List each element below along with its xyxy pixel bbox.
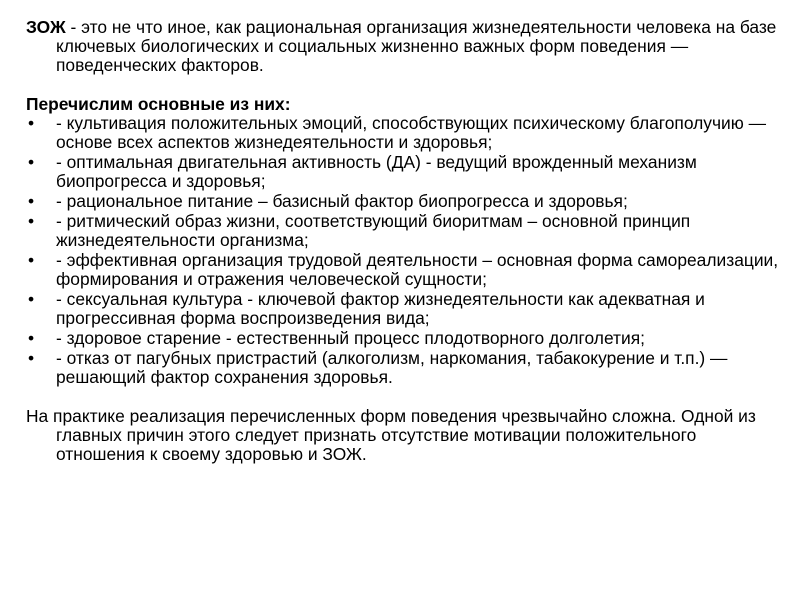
bullet-icon: •	[28, 348, 35, 368]
bullet-icon: •	[28, 250, 35, 270]
list-item	[26, 153, 782, 191]
bullet-icon: •	[28, 191, 35, 211]
intro-paragraph	[26, 18, 782, 75]
bullet-icon: •	[28, 289, 35, 309]
bullet-icon: •	[28, 113, 35, 133]
conclusion-paragraph: На практике реализация перечисленных форм поведения чрезвычайно сложна. Одной из главных причин этого следует признать отсутствие мотивации положительного отношения к своему здоровью и ЗОЖ.	[26, 406, 756, 464]
bullet-icon: •	[28, 328, 35, 348]
list-item	[26, 290, 782, 328]
spacer	[26, 388, 782, 407]
list-item	[26, 251, 782, 289]
bullet-icon: •	[28, 211, 35, 231]
list-item-text: - отказ от пагубных пристрастий (алкоголизм, наркомания, табакокурение и т.п.) — решающий фактор сохранения здоровья.	[56, 348, 728, 387]
list-item	[26, 212, 782, 250]
list-item-text: - сексуальная культура - ключевой фактор жизнедеятельности как адекватная и прогрессивная форма воспроизведения вида;	[56, 289, 705, 328]
list-item-text: - рациональное питание – базисный фактор биопрогресса и здоровья;	[56, 191, 628, 211]
slide-content	[26, 18, 782, 464]
list-heading: Перечислим основные из них:	[26, 94, 291, 114]
factors-list	[26, 114, 782, 387]
list-item-text: - здоровое старение - естественный процесс плодотворного долголетия;	[56, 328, 645, 348]
bullet-icon: •	[28, 152, 35, 172]
list-item	[26, 192, 782, 211]
list-item	[26, 114, 782, 152]
list-item-text: - культивация положительных эмоций, способствующих психическому благополучию — основе всех аспектов жизнедеятельности и здоровья;	[56, 113, 766, 152]
list-item	[26, 329, 782, 348]
intro-text: - это не что иное, как рациональная организация жизнедеятельности человека на базе ключевых биологических и социальных жизненно важных форм поведения — поведенческих факторов.	[56, 17, 777, 75]
intro-term: ЗОЖ	[26, 17, 66, 37]
list-item-text: - ритмический образ жизни, соответствующий биоритмам – основной принцип жизнедеятельности организма;	[56, 211, 691, 250]
list-item-text: - эффективная организация трудовой деятельности – основная форма самореализации, формирования и отражения человеческой сущности;	[56, 250, 779, 289]
list-item-text: - оптимальная двигательная активность (ДА) - ведущий врожденный механизм биопрогресса и здоровья;	[56, 152, 697, 191]
list-item	[26, 349, 782, 387]
spacer	[26, 75, 782, 95]
